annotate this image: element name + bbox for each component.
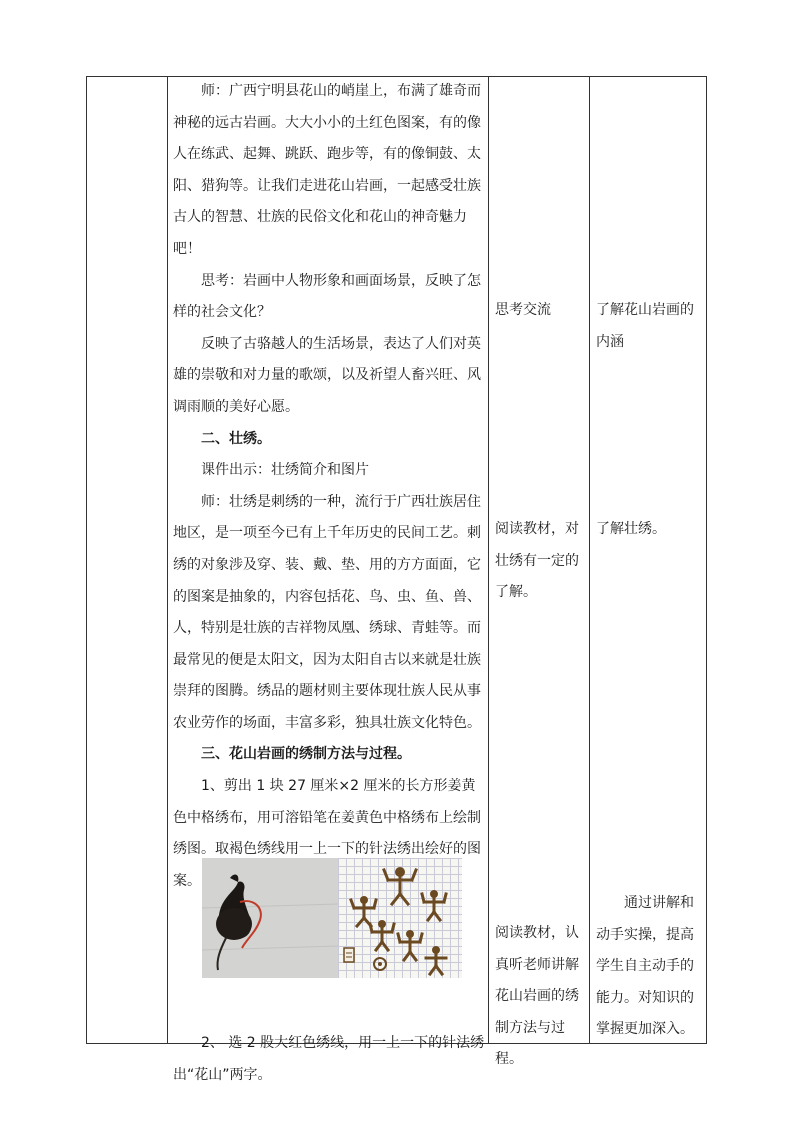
design-intent-cell-3 xyxy=(596,888,702,1046)
embroidery-photos xyxy=(202,858,462,978)
rock-art-figures-icon xyxy=(338,858,462,978)
section-heading-zhuang-embroidery: 二、壮绣。 xyxy=(201,430,271,447)
paragraph-intro: 师：广西宁明县花山的峭崖上，布满了雄奇而神秘的远古岩画。大大小小的土红色图案，有的像人在练武、起舞、跳跃、跑步等，有的像铜鼓、太阳、猎狗等。让我们走进花山岩画，一起感受壮族古人的智慧、壮族的民俗文化和花山的神奇魅力吧！ xyxy=(173,83,481,257)
design-intent-cell-1 xyxy=(596,295,702,358)
student-activity-read: 阅读教材，对壮绣有一定的了解。 xyxy=(495,521,579,601)
section-heading-method: 三、花山岩画的绣制方法与过程。 xyxy=(201,746,411,763)
intent-embroidery: 了解壮绣。 xyxy=(596,521,666,537)
column-divider xyxy=(488,77,489,1043)
paragraph-question: 思考：岩画中人物形象和画面场景，反映了怎样的社会文化？ xyxy=(173,272,481,321)
column-divider xyxy=(167,77,168,1043)
paragraph-embroidery-intro: 师：壮绣是刺绣的一种，流行于广西壮族居住地区，是一项至今已有上千年历史的民间工艺。刺绣的对象涉及穿、装、戴、垫、用的方方面面，它的图案是抽象的，内容包括花、鸟、虫、鱼、兽、人，特别是壮族的吉祥物凤凰、绣球、青蛙等。而最常见的便是太阳文，因为太阳自古以来就是壮族崇拜的图腾。绣品的题材则主要体现壮族人民从事农业劳作的场面，丰富多彩，独具壮族文化特色。 xyxy=(173,493,481,731)
thread-photo xyxy=(202,858,338,978)
student-activity-discuss: 思考交流 xyxy=(495,302,551,318)
rock-art-embroidery-pattern xyxy=(338,858,462,978)
student-activity-cell-2 xyxy=(495,514,587,609)
paragraph-answer: 反映了古骆越人的生活场景，表达了人们对英雄的崇敬和对力量的歌颂，以及祈望人畜兴旺、风调雨顺的美好心愿。 xyxy=(173,335,481,415)
intent-practice: 通过讲解和动手实操，提高学生自主动手的能力。对知识的掌握更加深入。 xyxy=(596,895,694,1038)
thread-bundle-icon xyxy=(202,858,338,978)
paragraph-step-2: 2、 选 2 股大红色绣线，用一上一下的针法绣出“花山”两字。 xyxy=(173,1035,485,1084)
student-activity-cell-3 xyxy=(495,918,587,1076)
student-activity-cell-1 xyxy=(495,295,587,327)
column-divider xyxy=(589,77,590,1043)
paragraph-courseware: 课件出示：壮绣简介和图片 xyxy=(201,462,369,479)
intent-rock-art: 了解花山岩画的内涵 xyxy=(596,302,694,350)
paragraph-step-1: 1、剪出 1 块 27 厘米×2 厘米的长方形姜黄色中格绣布，用可溶铅笔在姜黄色中格绣布上绘制绣图。取褐色绣线用一上一下的针法绣出绘好的图案。 xyxy=(173,778,481,889)
design-intent-cell-2 xyxy=(596,514,702,546)
student-activity-listen: 阅读教材，认真听老师讲解花山岩画的绣制方法与过程。 xyxy=(495,925,579,1068)
